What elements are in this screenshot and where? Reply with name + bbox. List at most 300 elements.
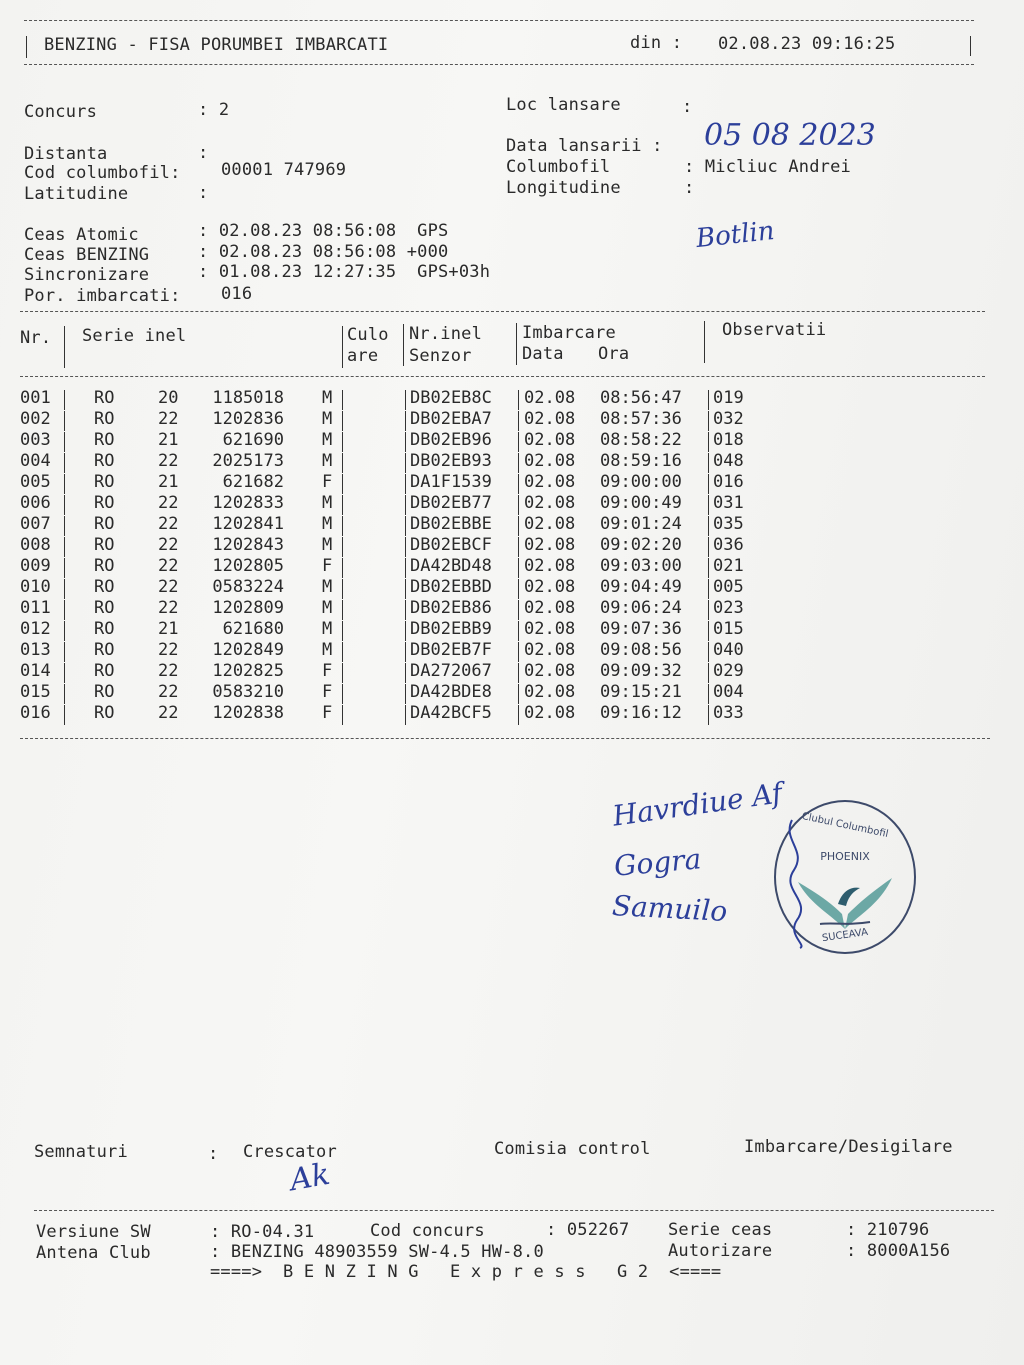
benzing-banner: ====> B E N Z I N G E x p r e s s G 2 <==== [210, 1262, 722, 1282]
cell-data: 02.08 [524, 577, 576, 597]
cell-nr: 005 [20, 472, 51, 492]
divider [34, 1210, 994, 1211]
stamp-bottom-text: SUCEAVA [821, 926, 869, 945]
cell-inel: 1202843 [212, 535, 284, 555]
cell-nr: 007 [20, 514, 51, 534]
divider [342, 684, 343, 704]
signature-1: Havrdiue Af [610, 776, 785, 833]
divider [518, 663, 519, 683]
cell-an: 22 [158, 598, 179, 618]
cell-an: 22 [158, 661, 179, 681]
cell-inel: 1202805 [212, 556, 284, 576]
table-row [0, 640, 1024, 661]
comisia-control-label: Comisia control [494, 1139, 651, 1159]
divider [518, 537, 519, 557]
header-culoare-1: Culo [347, 325, 389, 345]
cell-nr: 010 [20, 577, 51, 597]
divider [518, 495, 519, 515]
cell-an: 21 [158, 472, 179, 492]
header-senzor: Senzor [409, 346, 472, 366]
divider [64, 453, 65, 473]
divider [24, 64, 974, 65]
cell-senzor: DB02EB93 [410, 451, 492, 471]
cell-nr: 001 [20, 388, 51, 408]
divider [64, 579, 65, 599]
cell-data: 02.08 [524, 682, 576, 702]
cell-observatii: 019 [713, 388, 744, 408]
din-label: din : [630, 33, 683, 53]
crescator-signature: Ak [287, 1156, 333, 1199]
divider [24, 20, 974, 21]
document-title: BENZING - FISA PORUMBEI IMBARCATI [44, 35, 389, 55]
distanta-value: : [198, 143, 209, 163]
signature-2: Gogra [612, 842, 703, 883]
divider [708, 474, 709, 494]
cell-ora: 08:57:36 [600, 409, 682, 429]
cell-ora: 09:07:36 [600, 619, 682, 639]
cell-nr: 014 [20, 661, 51, 681]
cell-nr: 003 [20, 430, 51, 450]
divider [342, 537, 343, 557]
cell-nr: 015 [20, 682, 51, 702]
cell-tara: RO [94, 493, 115, 513]
divider [26, 36, 27, 58]
cell-sex: M [322, 577, 333, 597]
cell-senzor: DA42BCF5 [410, 703, 492, 723]
cell-inel: 0583224 [212, 577, 284, 597]
divider [342, 621, 343, 641]
cell-tara: RO [94, 388, 115, 408]
concurs-label: Concurs [24, 102, 98, 122]
columbofil-value: : Micliuc Andrei [684, 157, 851, 177]
divider [342, 642, 343, 662]
table-row [0, 703, 1024, 724]
divider [518, 432, 519, 452]
divider [708, 390, 709, 410]
cell-an: 22 [158, 493, 179, 513]
divider [342, 411, 343, 431]
divider [708, 453, 709, 473]
table-row [0, 430, 1024, 451]
divider [342, 432, 343, 452]
divider [708, 600, 709, 620]
cod-columbofil-value: 00001 747969 [221, 160, 347, 180]
cell-tara: RO [94, 409, 115, 429]
divider [342, 558, 343, 578]
cell-observatii: 031 [713, 493, 744, 513]
cell-inel: 0583210 [212, 682, 284, 702]
divider [64, 684, 65, 704]
divider [518, 579, 519, 599]
divider [518, 390, 519, 410]
divider [405, 474, 406, 494]
cell-inel: 621690 [222, 430, 284, 450]
cell-sex: F [322, 472, 333, 492]
divider [708, 663, 709, 683]
table-row [0, 661, 1024, 682]
cell-observatii: 048 [713, 451, 744, 471]
divider [405, 432, 406, 452]
cell-an: 22 [158, 682, 179, 702]
porumbei-imbarcati-label: Por. imbarcati: [24, 286, 181, 306]
cod-concurs-label: Cod concurs [370, 1221, 485, 1241]
cell-nr: 016 [20, 703, 51, 723]
cell-data: 02.08 [524, 409, 576, 429]
divider [518, 600, 519, 620]
divider [64, 474, 65, 494]
serie-ceas-label: Serie ceas [668, 1220, 773, 1240]
longitudine-label: Longitudine [506, 178, 621, 198]
cell-ora: 09:09:32 [600, 661, 682, 681]
cell-an: 21 [158, 430, 179, 450]
ceas-atomic-value: : 02.08.23 08:56:08 GPS [198, 221, 449, 241]
cell-senzor: DB02EBA7 [410, 409, 492, 429]
cell-ora: 09:01:24 [600, 514, 682, 534]
cell-observatii: 035 [713, 514, 744, 534]
table-row [0, 472, 1024, 493]
cell-nr: 011 [20, 598, 51, 618]
cell-inel: 1185018 [212, 388, 284, 408]
cell-senzor: DB02EB86 [410, 598, 492, 618]
ceas-benzing-value: : 02.08.23 08:56:08 +000 [198, 242, 449, 262]
cell-sex: F [322, 661, 333, 681]
cell-senzor: DB02EB7F [410, 640, 492, 660]
table-row [0, 598, 1024, 619]
stamp-signature-scribble [772, 810, 822, 950]
divider [518, 642, 519, 662]
cell-observatii: 016 [713, 472, 744, 492]
cell-tara: RO [94, 430, 115, 450]
table-row [0, 682, 1024, 703]
cell-sex: M [322, 409, 333, 429]
divider [64, 663, 65, 683]
print-datetime: 02.08.23 09:16:25 [718, 34, 896, 54]
cell-ora: 08:59:16 [600, 451, 682, 471]
cell-observatii: 040 [713, 640, 744, 660]
latitudine-value: : [198, 183, 209, 203]
divider [708, 411, 709, 431]
cell-tara: RO [94, 682, 115, 702]
divider [20, 376, 985, 377]
cell-ora: 09:04:49 [600, 577, 682, 597]
divider [708, 621, 709, 641]
table-row [0, 535, 1024, 556]
table-row [0, 451, 1024, 472]
concurs-value: : 2 [198, 100, 230, 120]
cell-inel: 2025173 [212, 451, 284, 471]
table-row [0, 577, 1024, 598]
divider [518, 516, 519, 536]
cell-senzor: DB02EBBE [410, 514, 492, 534]
divider [518, 558, 519, 578]
data-lansarii-label: Data lansarii : [506, 136, 663, 156]
cell-sex: M [322, 640, 333, 660]
divider [64, 432, 65, 452]
cell-inel: 1202833 [212, 493, 284, 513]
porumbei-imbarcati-value: 016 [221, 284, 253, 304]
semnaturi-label: Semnaturi [34, 1142, 128, 1162]
cell-observatii: 032 [713, 409, 744, 429]
cell-sex: M [322, 598, 333, 618]
cell-nr: 006 [20, 493, 51, 513]
cell-data: 02.08 [524, 640, 576, 660]
divider [64, 600, 65, 620]
divider [64, 326, 65, 368]
cell-inel: 1202849 [212, 640, 284, 660]
divider [405, 642, 406, 662]
cell-sex: M [322, 619, 333, 639]
cell-tara: RO [94, 535, 115, 555]
cell-data: 02.08 [524, 703, 576, 723]
divider [405, 705, 406, 725]
cell-inel: 621682 [222, 472, 284, 492]
loc-lansare-label: Loc lansare [506, 95, 621, 115]
divider [518, 411, 519, 431]
divider [405, 495, 406, 515]
table-row [0, 619, 1024, 640]
cell-inel: 1202836 [212, 409, 284, 429]
cell-inel: 1202825 [212, 661, 284, 681]
header-nr-inel: Nr.inel [409, 324, 483, 344]
header-observatii: Observatii [722, 320, 827, 340]
cell-observatii: 005 [713, 577, 744, 597]
divider [342, 453, 343, 473]
divider [405, 537, 406, 557]
cell-nr: 008 [20, 535, 51, 555]
cell-an: 22 [158, 535, 179, 555]
divider [708, 684, 709, 704]
divider [405, 600, 406, 620]
cell-data: 02.08 [524, 598, 576, 618]
header-imbarcare: Imbarcare [522, 323, 616, 343]
divider [405, 558, 406, 578]
header-ora: Ora [598, 344, 630, 364]
cell-data: 02.08 [524, 535, 576, 555]
cell-an: 22 [158, 451, 179, 471]
divider [64, 411, 65, 431]
cell-tara: RO [94, 472, 115, 492]
cell-data: 02.08 [524, 619, 576, 639]
divider [518, 684, 519, 704]
table-row [0, 493, 1024, 514]
cell-inel: 621680 [222, 619, 284, 639]
table-row [0, 409, 1024, 430]
cell-sex: F [322, 682, 333, 702]
cell-tara: RO [94, 640, 115, 660]
cell-senzor: DA1F1539 [410, 472, 492, 492]
crescator-label: Crescator [243, 1142, 337, 1162]
cell-tara: RO [94, 703, 115, 723]
cell-senzor: DB02EB77 [410, 493, 492, 513]
stamp-middle-text: PHOENIX [820, 850, 870, 863]
versiune-sw-label: Versiune SW [36, 1222, 151, 1242]
divider [64, 390, 65, 410]
signature-3: Samuilo [611, 889, 729, 928]
cell-ora: 09:06:24 [600, 598, 682, 618]
distanta-label: Distanta [24, 144, 108, 164]
cell-an: 20 [158, 388, 179, 408]
loc-lansare-value: : [682, 97, 693, 117]
divider [405, 684, 406, 704]
divider [64, 537, 65, 557]
divider [405, 453, 406, 473]
cell-nr: 012 [20, 619, 51, 639]
cell-senzor: DB02EBBD [410, 577, 492, 597]
cell-an: 22 [158, 514, 179, 534]
cell-data: 02.08 [524, 388, 576, 408]
divider [405, 516, 406, 536]
cell-an: 22 [158, 703, 179, 723]
cell-nr: 002 [20, 409, 51, 429]
cell-sex: M [322, 430, 333, 450]
cell-sex: F [322, 556, 333, 576]
divider [405, 390, 406, 410]
imbarcare-desigilare-label: Imbarcare/Desigilare [744, 1137, 953, 1157]
cell-senzor: DB02EBB9 [410, 619, 492, 639]
cell-data: 02.08 [524, 514, 576, 534]
divider [64, 558, 65, 578]
cell-ora: 08:56:47 [600, 388, 682, 408]
cell-senzor: DB02EB96 [410, 430, 492, 450]
cell-tara: RO [94, 598, 115, 618]
table-row [0, 514, 1024, 535]
cell-tara: RO [94, 514, 115, 534]
cell-sex: M [322, 514, 333, 534]
cell-tara: RO [94, 451, 115, 471]
cell-tara: RO [94, 619, 115, 639]
cell-an: 22 [158, 409, 179, 429]
divider [20, 311, 985, 312]
sincronizare-label: Sincronizare [24, 265, 150, 285]
cell-an: 22 [158, 640, 179, 660]
sincronizare-value: : 01.08.23 12:27:35 GPS+03h [198, 262, 491, 282]
cell-data: 02.08 [524, 430, 576, 450]
handwritten-location: Botlin [694, 215, 776, 255]
divider [342, 495, 343, 515]
cell-inel: 1202809 [212, 598, 284, 618]
cell-sex: F [322, 703, 333, 723]
autorizare-value: : 8000A156 [846, 1241, 951, 1261]
columbofil-label: Columbofil [506, 157, 611, 177]
cell-sex: M [322, 493, 333, 513]
semnaturi-separator: : [208, 1144, 219, 1164]
cell-data: 02.08 [524, 451, 576, 471]
cell-observatii: 029 [713, 661, 744, 681]
divider [970, 36, 971, 56]
header-culoare-2: are [347, 346, 379, 366]
cell-senzor: DA272067 [410, 661, 492, 681]
divider [342, 705, 343, 725]
divider [708, 558, 709, 578]
divider [708, 516, 709, 536]
divider [64, 705, 65, 725]
divider [64, 621, 65, 641]
cell-observatii: 021 [713, 556, 744, 576]
cell-senzor: DB02EBCF [410, 535, 492, 555]
divider [403, 324, 404, 366]
divider [342, 579, 343, 599]
handwritten-launch-date: 05 08 2023 [704, 118, 876, 153]
latitudine-label: Latitudine [24, 184, 129, 204]
divider [708, 642, 709, 662]
cell-inel: 1202841 [212, 514, 284, 534]
divider [64, 516, 65, 536]
divider [405, 621, 406, 641]
cell-observatii: 023 [713, 598, 744, 618]
table-row [0, 556, 1024, 577]
divider [518, 621, 519, 641]
antena-club-label: Antena Club [36, 1243, 151, 1263]
cell-an: 22 [158, 577, 179, 597]
cell-ora: 09:15:21 [600, 682, 682, 702]
divider [405, 663, 406, 683]
cell-tara: RO [94, 577, 115, 597]
divider [342, 326, 343, 368]
cell-sex: M [322, 388, 333, 408]
divider [518, 474, 519, 494]
divider [708, 537, 709, 557]
header-nr: Nr. [20, 328, 52, 348]
cell-tara: RO [94, 556, 115, 576]
antena-club-value: : BENZING 48903559 SW-4.5 HW-8.0 [210, 1242, 544, 1262]
divider [708, 495, 709, 515]
divider [708, 579, 709, 599]
divider [704, 321, 705, 363]
cell-observatii: 036 [713, 535, 744, 555]
ceas-benzing-label: Ceas BENZING [24, 245, 150, 265]
table-row [0, 388, 1024, 409]
cod-concurs-value: : 052267 [546, 1220, 630, 1240]
stamp-top-text: Clubul Columbofil [800, 810, 890, 841]
divider [518, 453, 519, 473]
cell-nr: 004 [20, 451, 51, 471]
cell-observatii: 015 [713, 619, 744, 639]
divider [708, 432, 709, 452]
cell-data: 02.08 [524, 661, 576, 681]
divider [342, 390, 343, 410]
cell-ora: 09:16:12 [600, 703, 682, 723]
cell-ora: 09:08:56 [600, 640, 682, 660]
cell-data: 02.08 [524, 556, 576, 576]
cell-observatii: 018 [713, 430, 744, 450]
cell-data: 02.08 [524, 493, 576, 513]
divider [342, 516, 343, 536]
cod-columbofil-label: Cod columbofil: [24, 163, 181, 183]
longitudine-value: : [684, 178, 695, 198]
cell-nr: 009 [20, 556, 51, 576]
cell-an: 21 [158, 619, 179, 639]
serie-ceas-value: : 210796 [846, 1220, 930, 1240]
cell-observatii: 004 [713, 682, 744, 702]
cell-ora: 09:00:00 [600, 472, 682, 492]
autorizare-label: Autorizare [668, 1241, 773, 1261]
divider [405, 411, 406, 431]
cell-ora: 09:03:00 [600, 556, 682, 576]
divider [20, 738, 990, 739]
cell-data: 02.08 [524, 472, 576, 492]
cell-senzor: DA42BD48 [410, 556, 492, 576]
cell-senzor: DB02EB8C [410, 388, 492, 408]
divider [516, 323, 517, 365]
cell-ora: 09:00:49 [600, 493, 682, 513]
cell-ora: 09:02:20 [600, 535, 682, 555]
cell-sex: M [322, 451, 333, 471]
ceas-atomic-label: Ceas Atomic [24, 225, 139, 245]
header-serie-inel: Serie inel [82, 326, 187, 346]
cell-sex: M [322, 535, 333, 555]
divider [64, 642, 65, 662]
versiune-sw-value: : RO-04.31 [210, 1222, 315, 1242]
